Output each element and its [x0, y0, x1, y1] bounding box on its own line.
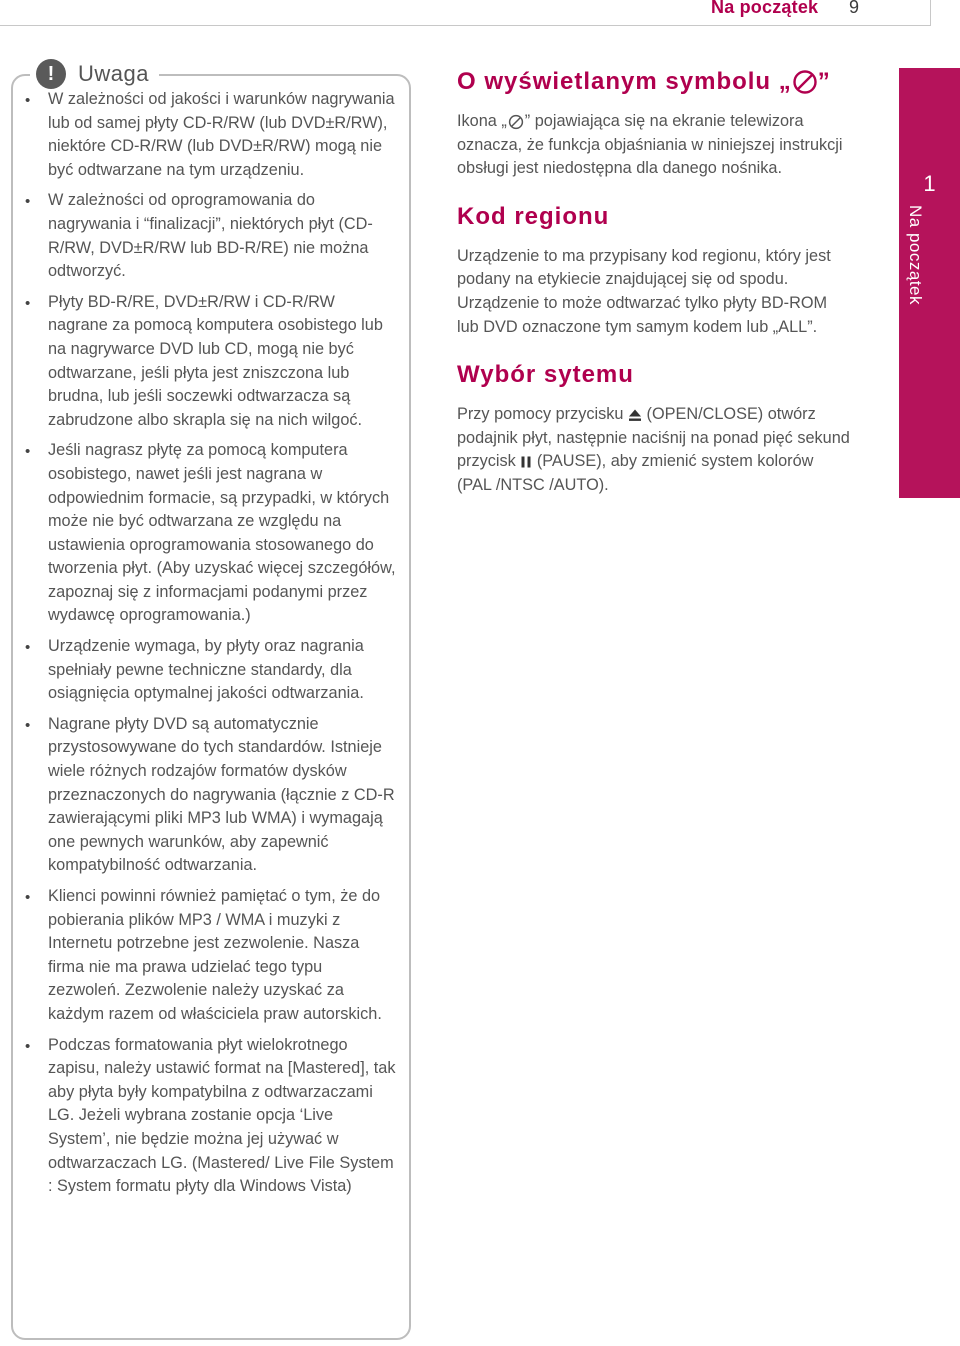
section-symbol: [457, 64, 852, 181]
note-item-text: Nagrane płyty DVD są automatycznie przystosowywane do tych standardów. Istnieje wiele różnych rodzajów formatów dysków przeznaczonych do nagrywania (łącznie z CD-R zawierającymi pliki MP3 lub WMA) i wymagają one pewnych warunków, aby zapewnić kompatybilność odtwarzania.: [48, 714, 395, 875]
page-number: 9: [849, 0, 860, 17]
note-list: [25, 88, 397, 1206]
body-text-part3: (PAUSE), aby zmienić system kolorów (PAL /NTSC /AUTO).: [457, 452, 814, 494]
note-item-text: W zależności od jakości i warunków nagrywania lub od samej płyty CD-R/RW (lub DVD±R/RW), niektóre CD-R/RW (lub DVD±R/RW) mogą nie być odtwarzane na tym urządzeniu.: [48, 90, 395, 179]
note-item-text: Jeśli nagrasz płytę za pomocą komputera osobistego, nawet jeśli jest nagrana w odpowiednim formacie, są przypadki, w których może nie być odtwarzana ze względu na ustawienia oprogramowania stosowanego do tworzenia płyt. (Aby uzyskać więcej szczegółów, zapoznaj się z informacjami podanymi przez wydawcę oprogramowania.): [48, 441, 396, 625]
note-item: [25, 88, 397, 182]
bullet-icon: •: [25, 294, 31, 312]
bullet-icon: •: [25, 889, 31, 906]
pause-icon: [520, 455, 532, 469]
no-entry-symbol-icon: [508, 114, 524, 130]
body-text-part1: Przy pomocy przycisku: [457, 405, 628, 424]
header-tick: [930, 0, 931, 26]
section-body: Urządzenie to ma przypisany kod regionu, który jest podany na etykiecie znajdującej się od spodu. Urządzenie to może odtwarzać tylko płyty BD-ROM lub DVD oznaczone tym samym kodem lub „ALL”.: [457, 246, 831, 336]
chapter-number: 1: [923, 171, 936, 196]
note-item-text: W zależności od oprogramowania do nagrywania i “finalizacji”, niektórych płyt (CD-R/RW, DVD±R/RW lub BD-R/RE) nie można odtworzyć.: [48, 191, 373, 281]
note-item: [25, 189, 397, 283]
section-system: [457, 357, 852, 497]
section-heading: Wybór sytemu: [457, 361, 634, 389]
note-item: [25, 291, 397, 433]
body-text-part2: (OPEN/CLOSE) otwórz podajnik płyt, następnie naciśnij na ponad pięć sekund przycisk: [457, 405, 850, 471]
note-item-text: Klienci powinni również pamiętać o tym, że do pobierania plików MP3 / WMA i muzyki z Internetu potrzebne jest zezwolenie. Nasza firma nie ma prawa udzielać tego typu zezwoleń. Zezwolenie należy uzyskać za każdym razem od właściciela praw autorskich.: [48, 887, 382, 1023]
eject-icon: [628, 408, 642, 422]
note-item-text: Podczas formatowania płyt wielokrotnego zapisu, należy ustawić format na [Mastered], tak aby płyta były kompatybilna z odtwarzaczami LG. Jeżeli wybrana zostanie opcja ‘Live System’, nie będzie można jej używać w odtwarzaczach LG. (Mastered/ Live File System : System formatu płyty dla Windows Vista): [48, 1035, 396, 1196]
note-item: [25, 713, 397, 878]
chapter-label: Na początek: [906, 205, 925, 305]
note-item-text: Płyty BD-R/RE, DVD±R/RW i CD-R/RW nagrane za pomocą komputera osobistego lub na nagrywarce DVD lub CD, mogą nie być odtwarzane, jeśli płyta jest zniszczona lub brudna, lub jeśli soczewki odtwarzacza są zabrudzone albo skrapla się na nich wilgoć.: [48, 292, 383, 429]
bullet-icon: •: [25, 716, 31, 734]
section-heading: Kod regionu: [457, 202, 610, 230]
note-item-text: Urządzenie wymaga, by płyty oraz nagrania spełniały pewne techniczne standardy, dla osiągnięcia optymalnej jakości odtwarzania.: [48, 637, 364, 703]
note-header: [30, 58, 159, 90]
running-title: Na początek: [711, 0, 819, 17]
note-item: [25, 885, 397, 1027]
section-heading: [457, 64, 852, 100]
bullet-icon: •: [25, 443, 31, 461]
heading-text-before: O wyświetlanym symbolu „: [457, 68, 792, 95]
header-rule: [0, 25, 930, 26]
body-text-before: Ikona „: [457, 112, 507, 130]
warning-exclamation-icon: !: [36, 59, 66, 89]
no-entry-symbol-icon: [792, 69, 818, 95]
heading-text-after: ”: [817, 68, 831, 95]
section-region: [457, 199, 852, 339]
bullet-icon: •: [25, 1037, 31, 1055]
bullet-icon: •: [25, 92, 31, 109]
body-text-after: ” pojawiająca się na ekranie telewizora oznacza, że funkcja objaśniania w niniejszej instrukcji obsługi jest niedostępna dla danego nośnika.: [457, 112, 843, 178]
bullet-icon: •: [25, 193, 31, 211]
bullet-icon: •: [25, 639, 31, 657]
section-body: [457, 110, 852, 181]
note-item: [25, 439, 397, 628]
note-item: [25, 635, 397, 706]
right-column: [457, 64, 852, 498]
note-item: [25, 1034, 397, 1199]
section-body: [457, 403, 852, 497]
note-title: Uwaga: [78, 61, 149, 86]
